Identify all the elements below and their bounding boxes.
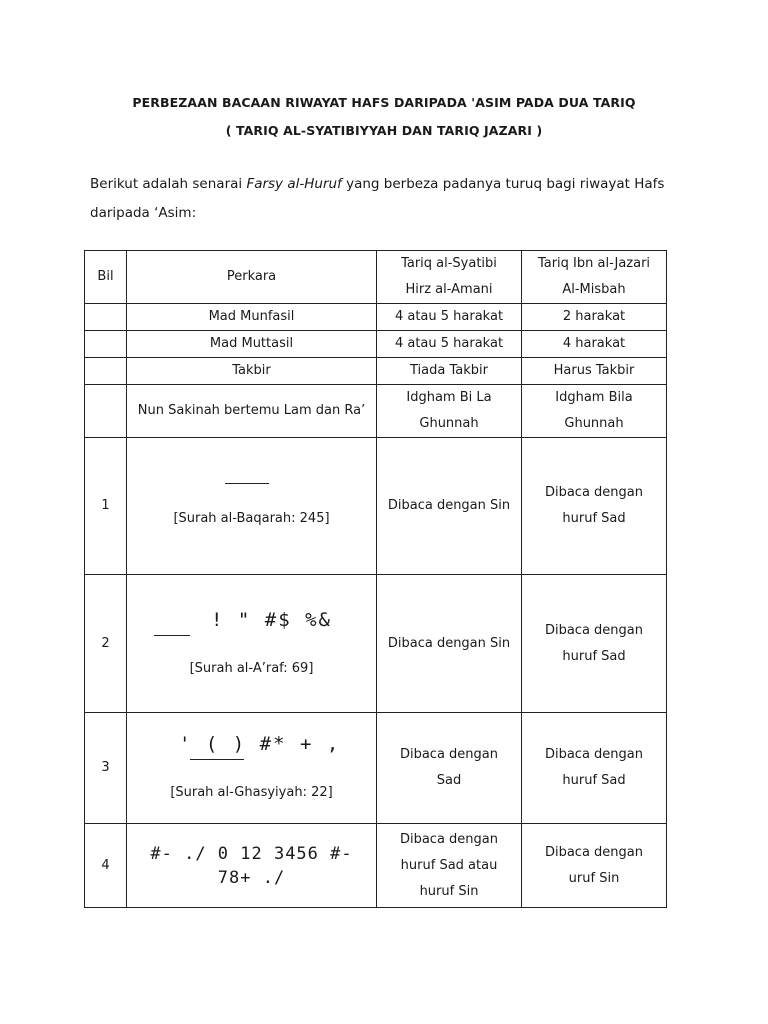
row-syatibi: 4 atau 5 harakat bbox=[377, 304, 522, 331]
intro-text-end: yang berbeza padanya turuq bagi riwayat Hafs daripada ‘Asim: bbox=[90, 176, 665, 221]
arabic-verse-underline bbox=[190, 759, 244, 760]
row-syatibi-line2: Ghunnah bbox=[419, 416, 479, 431]
row-bil bbox=[85, 331, 127, 358]
verse-perkara bbox=[127, 575, 377, 713]
row-syatibi-line1: Idgham Bi La bbox=[406, 390, 492, 405]
row-jazari: 4 harakat bbox=[522, 331, 667, 358]
arabic-verse-glyphs: ! " #$ %& bbox=[211, 608, 332, 631]
verse-bil: 4 bbox=[85, 824, 127, 908]
table-header-row bbox=[85, 251, 667, 304]
verse-row bbox=[85, 438, 667, 575]
verse-syatibi bbox=[377, 824, 522, 908]
surah-reference: [Surah al-Ghasyiyah: 22] bbox=[170, 785, 333, 800]
intro-paragraph bbox=[90, 170, 690, 228]
surah-reference: [Surah al-A’raf: 69] bbox=[189, 660, 314, 676]
surah-reference: [Surah al-Baqarah: 245] bbox=[173, 511, 330, 526]
arabic-verse-glyphs: #- ./ 0 12 3456 #- 78+ ./ bbox=[150, 843, 353, 888]
row-perkara: Takbir bbox=[127, 358, 377, 385]
row-syatibi: 4 atau 5 harakat bbox=[377, 331, 522, 358]
verse-perkara bbox=[127, 438, 377, 575]
header-jazari bbox=[522, 251, 667, 304]
verse-jazari-line1: Dibaca dengan bbox=[544, 485, 644, 500]
row-jazari: 2 harakat bbox=[522, 304, 667, 331]
intro-italic-term: Farsy al-Huruf bbox=[246, 176, 342, 192]
verse-jazari-line2: huruf Sad bbox=[562, 511, 626, 526]
row-perkara: Nun Sakinah bertemu Lam dan Ra’ bbox=[127, 385, 377, 438]
verse-row bbox=[85, 575, 667, 713]
arabic-verse-glyphs: ' ( ) #* + , bbox=[179, 733, 341, 755]
header-jazari-line1: Tariq Ibn al-Jazari bbox=[537, 256, 651, 271]
table-row bbox=[85, 358, 667, 385]
verse-jazari bbox=[522, 824, 667, 908]
row-syatibi: Tiada Takbir bbox=[377, 358, 522, 385]
verse-jazari bbox=[522, 438, 667, 575]
comparison-table bbox=[84, 250, 667, 908]
header-syatibi-line2: Hirz al-Amani bbox=[405, 282, 493, 297]
row-syatibi bbox=[377, 385, 522, 438]
verse-row bbox=[85, 713, 667, 824]
verse-syatibi-line1: Dibaca dengan bbox=[399, 831, 499, 847]
row-bil bbox=[85, 385, 127, 438]
intro-text-start: Berikut adalah senarai bbox=[90, 176, 247, 192]
verse-syatibi: Dibaca dengan Sin bbox=[377, 575, 522, 713]
verse-syatibi-line2: huruf Sad atau bbox=[400, 857, 498, 873]
verse-jazari-line1: Dibaca dengan bbox=[544, 622, 644, 638]
table-row bbox=[85, 385, 667, 438]
verse-bil: 1 bbox=[85, 438, 127, 575]
verse-syatibi bbox=[377, 713, 522, 824]
table-row bbox=[85, 304, 667, 331]
row-jazari-line1: Idgham Bila bbox=[555, 390, 633, 405]
verse-row bbox=[85, 824, 667, 908]
verse-syatibi-line1: Dibaca dengan bbox=[399, 747, 499, 762]
row-bil bbox=[85, 358, 127, 385]
verse-jazari-line2: uruf Sin bbox=[568, 870, 620, 886]
verse-syatibi-line2: Sad bbox=[436, 773, 462, 788]
document-subtitle: ( TARIQ AL-SYATIBIYYAH DAN TARIQ JAZARI ) bbox=[225, 123, 543, 138]
verse-jazari-line2: huruf Sad bbox=[562, 648, 626, 664]
header-jazari-line2: Al-Misbah bbox=[562, 282, 626, 297]
row-jazari-line2: Ghunnah bbox=[564, 416, 624, 431]
verse-syatibi: Dibaca dengan Sin bbox=[377, 438, 522, 575]
verse-syatibi-line3: huruf Sin bbox=[419, 883, 479, 899]
verse-jazari-line1: Dibaca dengan bbox=[544, 844, 644, 860]
table-row bbox=[85, 331, 667, 358]
row-jazari bbox=[522, 385, 667, 438]
document-title: PERBEZAAN BACAAN RIWAYAT HAFS DARIPADA 'ASIM PADA DUA TARIQ bbox=[132, 95, 636, 110]
header-syatibi-line1: Tariq al-Syatibi bbox=[401, 256, 497, 271]
row-jazari: Harus Takbir bbox=[522, 358, 667, 385]
row-perkara: Mad Munfasil bbox=[127, 304, 377, 331]
arabic-verse-underline bbox=[154, 635, 190, 636]
arabic-verse-underline bbox=[225, 483, 269, 484]
verse-jazari bbox=[522, 575, 667, 713]
header-perkara: Perkara bbox=[127, 251, 377, 304]
header-syatibi bbox=[377, 251, 522, 304]
row-bil bbox=[85, 304, 127, 331]
verse-jazari bbox=[522, 713, 667, 824]
header-bil: Bil bbox=[85, 251, 127, 304]
verse-jazari-line2: huruf Sad bbox=[562, 773, 626, 788]
verse-bil: 3 bbox=[85, 713, 127, 824]
row-perkara: Mad Muttasil bbox=[127, 331, 377, 358]
verse-perkara bbox=[127, 713, 377, 824]
verse-perkara bbox=[127, 824, 377, 908]
verse-jazari-line1: Dibaca dengan bbox=[544, 747, 644, 762]
verse-bil: 2 bbox=[85, 575, 127, 713]
